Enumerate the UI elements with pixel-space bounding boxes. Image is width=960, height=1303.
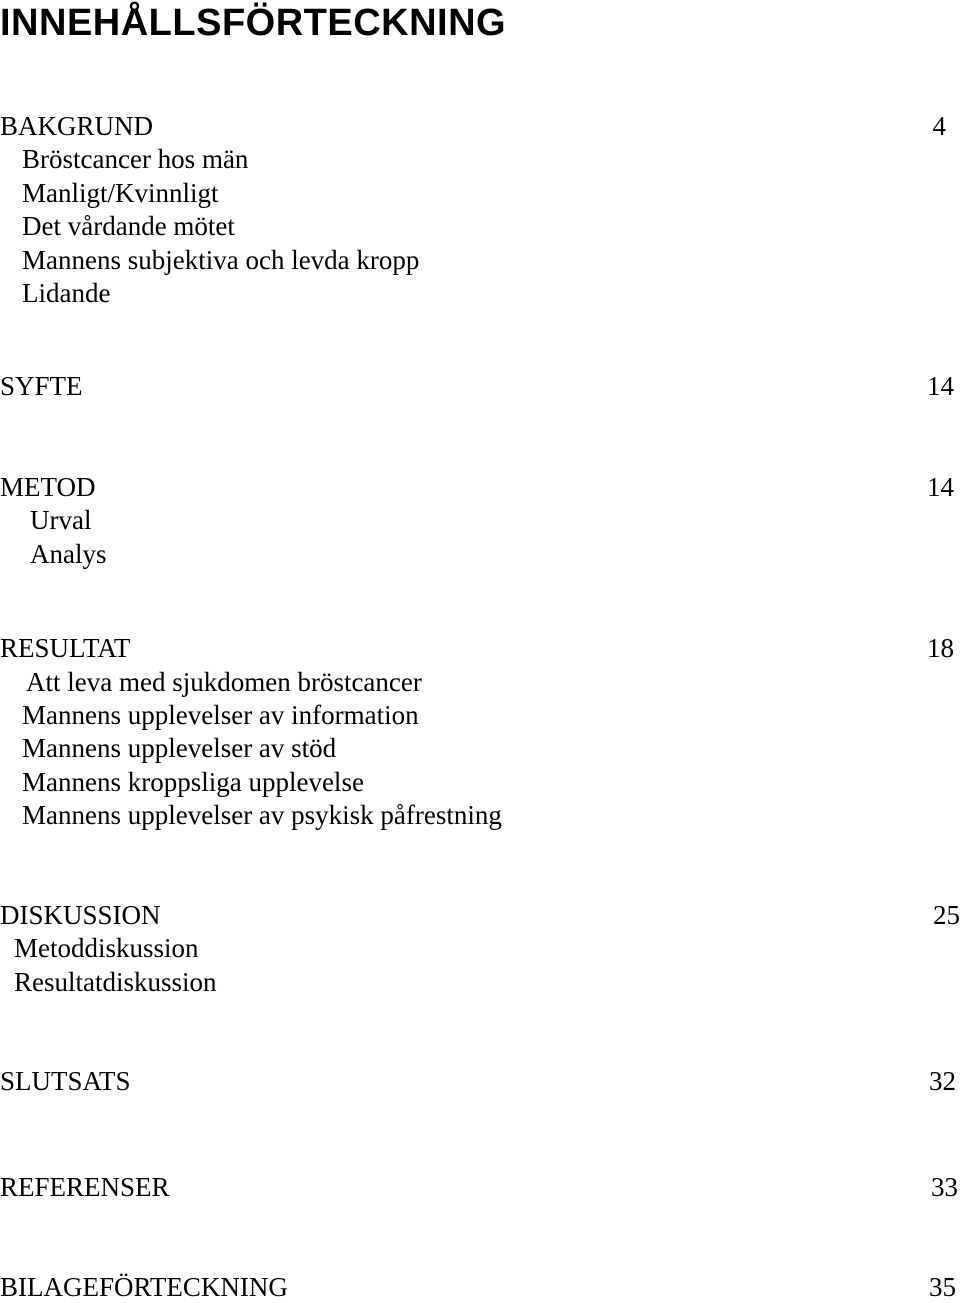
toc-page-resultat: 18 bbox=[927, 633, 954, 663]
page-title: INNEHÅLLSFÖRTECKNING bbox=[0, 2, 507, 44]
toc-heading-bakgrund: BAKGRUND bbox=[0, 111, 154, 141]
toc-page-syfte: 14 bbox=[927, 371, 954, 401]
toc-page-slutsats: 32 bbox=[929, 1066, 956, 1096]
toc-heading-slutsats: SLUTSATS bbox=[0, 1066, 131, 1096]
toc-heading-metod: METOD bbox=[0, 472, 96, 502]
toc-subitem: Mannens upplevelser av information bbox=[22, 700, 419, 730]
toc-subitem: Lidande bbox=[22, 278, 111, 308]
toc-subitem: Mannens upplevelser av stöd bbox=[22, 733, 337, 763]
toc-heading-diskussion: DISKUSSION bbox=[0, 900, 161, 930]
toc-subitem: Mannens subjektiva och levda kropp bbox=[22, 245, 420, 275]
toc-subitem: Urval bbox=[30, 505, 92, 535]
toc-heading-bilageforteckning: BILAGEFÖRTECKNING bbox=[0, 1272, 288, 1302]
toc-subitem: Mannens kroppsliga upplevelse bbox=[22, 767, 364, 797]
toc-page-metod: 14 bbox=[927, 472, 954, 502]
toc-subitem: Att leva med sjukdomen bröstcancer bbox=[26, 667, 422, 697]
toc-page-diskussion: 25 bbox=[933, 900, 960, 930]
toc-heading-referenser: REFERENSER bbox=[0, 1172, 170, 1202]
toc-heading-syfte: SYFTE bbox=[0, 371, 83, 401]
toc-subitem: Metoddiskussion bbox=[14, 933, 199, 963]
toc-heading-resultat: RESULTAT bbox=[0, 633, 131, 663]
toc-subitem: Mannens upplevelser av psykisk påfrestning bbox=[22, 800, 502, 830]
toc-subitem: Resultatdiskussion bbox=[14, 967, 217, 997]
toc-subitem: Manligt/Kvinnligt bbox=[22, 178, 219, 208]
toc-page-bakgrund: 4 bbox=[932, 111, 946, 141]
toc-subitem: Analys bbox=[30, 539, 107, 569]
toc-subitem: Det vårdande mötet bbox=[22, 211, 235, 241]
toc-page-bilageforteckning: 35 bbox=[929, 1272, 956, 1302]
toc-page-referenser: 33 bbox=[931, 1172, 958, 1202]
toc-subitem: Bröstcancer hos män bbox=[22, 144, 249, 174]
